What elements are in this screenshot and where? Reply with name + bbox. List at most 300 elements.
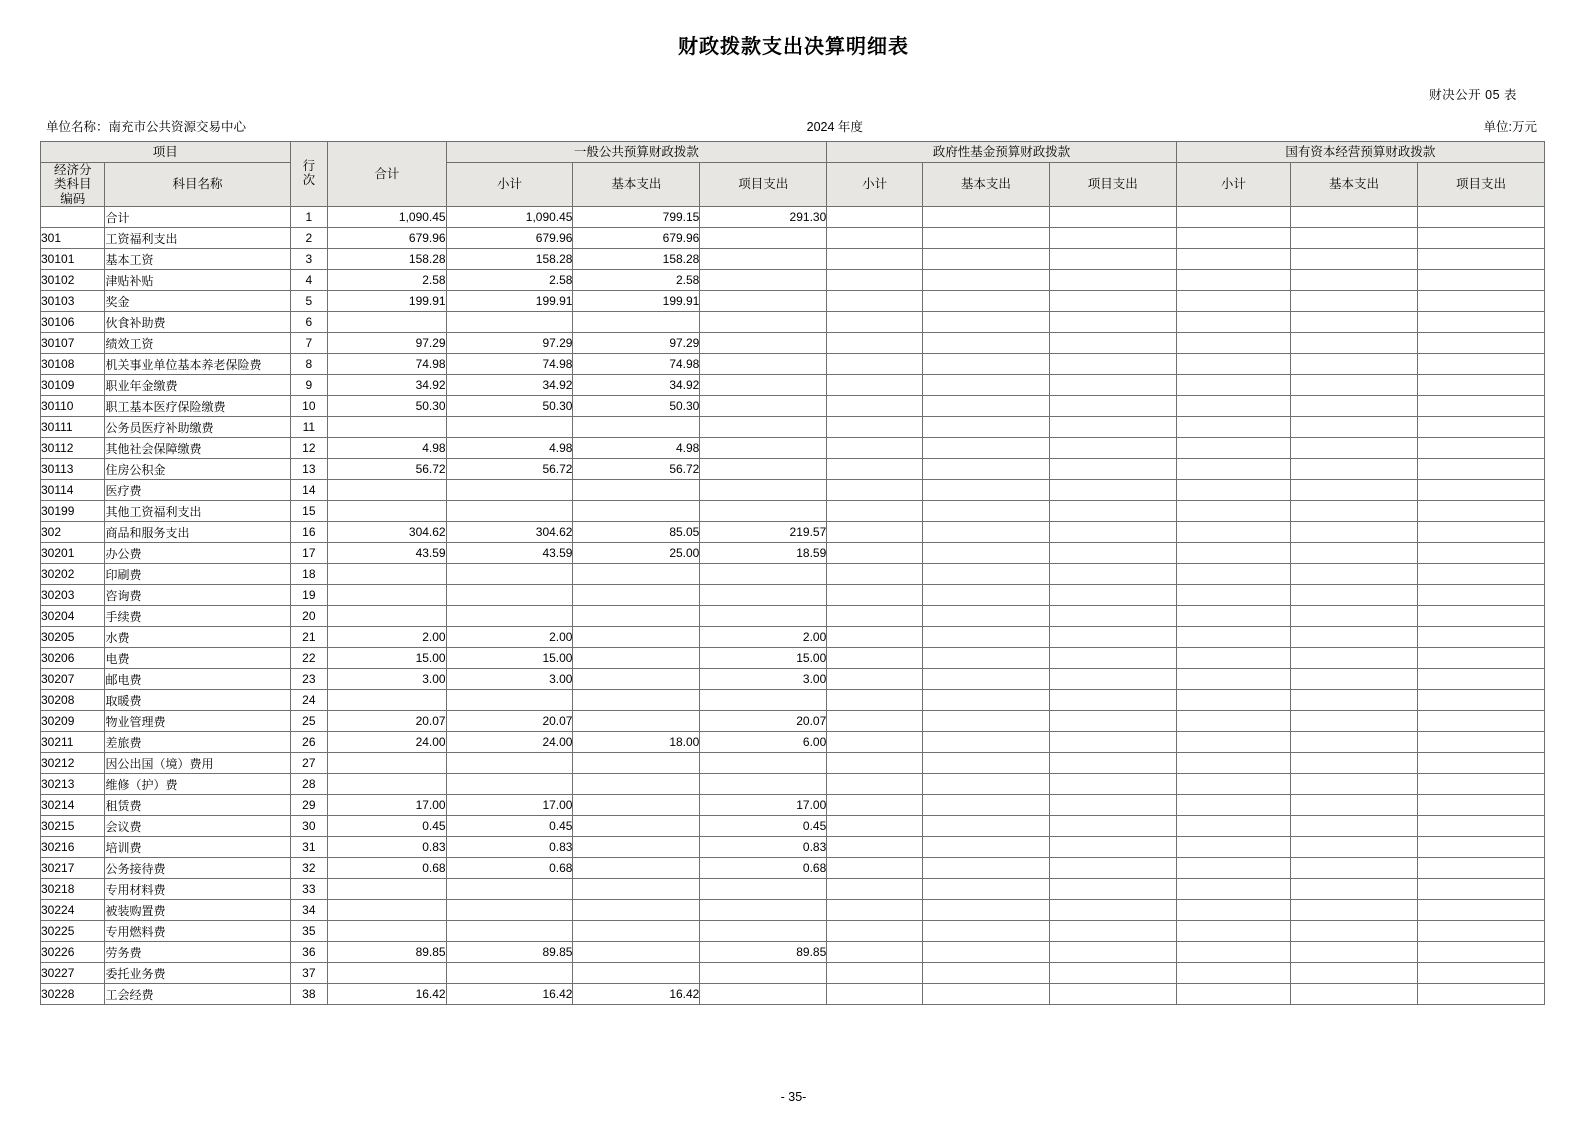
table-row: [41, 921, 1545, 942]
cell-row-number: 30: [290, 816, 327, 837]
cell-fund-basic: [922, 228, 1049, 249]
cell-total: 0.68: [328, 858, 447, 879]
cell-capital-subtotal: [1176, 669, 1290, 690]
cell-economic-code: 30205: [41, 627, 105, 648]
cell-general-basic: 158.28: [573, 249, 700, 270]
cell-subject-name: 委托业务费: [105, 963, 290, 984]
cell-general-basic: 679.96: [573, 228, 700, 249]
cell-fund-subtotal: [827, 312, 923, 333]
cell-fund-project: [1049, 900, 1176, 921]
cell-capital-basic: [1291, 858, 1418, 879]
cell-capital-basic: [1291, 669, 1418, 690]
cell-economic-code: 30214: [41, 795, 105, 816]
cell-subject-name: 手续费: [105, 606, 290, 627]
cell-general-subtotal: 2.00: [446, 627, 573, 648]
cell-general-basic: [573, 837, 700, 858]
table-row: [41, 627, 1545, 648]
cell-general-project: [700, 501, 827, 522]
cell-general-basic: 85.05: [573, 522, 700, 543]
table-row: [41, 480, 1545, 501]
cell-general-basic: 56.72: [573, 459, 700, 480]
cell-total: 304.62: [328, 522, 447, 543]
cell-general-project: 0.83: [700, 837, 827, 858]
cell-total: 679.96: [328, 228, 447, 249]
cell-capital-project: [1417, 375, 1544, 396]
cell-capital-subtotal: [1176, 858, 1290, 879]
cell-fund-subtotal: [827, 438, 923, 459]
cell-fund-basic: [922, 354, 1049, 375]
table-row: [41, 984, 1545, 1005]
cell-capital-project: [1417, 354, 1544, 375]
cell-general-project: 89.85: [700, 942, 827, 963]
cell-fund-project: [1049, 921, 1176, 942]
cell-subject-name: 专用燃料费: [105, 921, 290, 942]
cell-general-project: [700, 753, 827, 774]
cell-fund-subtotal: [827, 459, 923, 480]
cell-general-subtotal: [446, 312, 573, 333]
form-code: 财决公开 05 表: [1429, 88, 1517, 102]
cell-general-project: [700, 312, 827, 333]
cell-economic-code: 30218: [41, 879, 105, 900]
cell-general-subtotal: [446, 963, 573, 984]
cell-general-subtotal: 0.83: [446, 837, 573, 858]
cell-economic-code: 30110: [41, 396, 105, 417]
cell-general-subtotal: 304.62: [446, 522, 573, 543]
cell-fund-subtotal: [827, 963, 923, 984]
cell-row-number: 4: [290, 270, 327, 291]
cell-fund-project: [1049, 480, 1176, 501]
cell-capital-project: [1417, 543, 1544, 564]
cell-capital-subtotal: [1176, 480, 1290, 501]
header-group-gov-fund-budget: 政府性基金预算财政拨款: [827, 142, 1176, 163]
cell-general-project: [700, 690, 827, 711]
table-row: [41, 711, 1545, 732]
cell-general-basic: [573, 480, 700, 501]
cell-general-basic: [573, 648, 700, 669]
cell-fund-subtotal: [827, 543, 923, 564]
cell-capital-project: [1417, 270, 1544, 291]
cell-total: 0.83: [328, 837, 447, 858]
cell-general-basic: [573, 795, 700, 816]
cell-capital-subtotal: [1176, 963, 1290, 984]
cell-capital-basic: [1291, 207, 1418, 228]
cell-total: 3.00: [328, 669, 447, 690]
cell-general-basic: 16.42: [573, 984, 700, 1005]
cell-general-subtotal: [446, 900, 573, 921]
cell-general-project: 17.00: [700, 795, 827, 816]
table-row: [41, 585, 1545, 606]
cell-general-basic: 34.92: [573, 375, 700, 396]
header-g1-subtotal: 小计: [446, 163, 573, 207]
cell-total: [328, 564, 447, 585]
cell-capital-basic: [1291, 732, 1418, 753]
cell-general-project: [700, 774, 827, 795]
cell-capital-subtotal: [1176, 354, 1290, 375]
cell-row-number: 38: [290, 984, 327, 1005]
cell-economic-code: 30102: [41, 270, 105, 291]
cell-fund-subtotal: [827, 270, 923, 291]
cell-capital-subtotal: [1176, 648, 1290, 669]
cell-row-number: 35: [290, 921, 327, 942]
cell-capital-project: [1417, 795, 1544, 816]
cell-fund-basic: [922, 585, 1049, 606]
cell-subject-name: 伙食补助费: [105, 312, 290, 333]
cell-fund-subtotal: [827, 858, 923, 879]
table-row: [41, 207, 1545, 228]
cell-capital-project: [1417, 774, 1544, 795]
cell-fund-project: [1049, 354, 1176, 375]
cell-capital-subtotal: [1176, 795, 1290, 816]
cell-row-number: 15: [290, 501, 327, 522]
header-g2-basic: 基本支出: [922, 163, 1049, 207]
cell-fund-basic: [922, 669, 1049, 690]
table-row: [41, 669, 1545, 690]
cell-economic-code: 30202: [41, 564, 105, 585]
table-row: [41, 963, 1545, 984]
cell-economic-code: 30112: [41, 438, 105, 459]
cell-fund-project: [1049, 690, 1176, 711]
cell-capital-subtotal: [1176, 711, 1290, 732]
cell-capital-project: [1417, 207, 1544, 228]
cell-row-number: 16: [290, 522, 327, 543]
cell-capital-project: [1417, 627, 1544, 648]
cell-fund-project: [1049, 648, 1176, 669]
cell-fund-basic: [922, 417, 1049, 438]
cell-general-basic: [573, 690, 700, 711]
table-row: [41, 690, 1545, 711]
cell-fund-basic: [922, 333, 1049, 354]
cell-row-number: 24: [290, 690, 327, 711]
cell-total: [328, 774, 447, 795]
table-row: [41, 816, 1545, 837]
cell-capital-basic: [1291, 354, 1418, 375]
cell-fund-subtotal: [827, 795, 923, 816]
cell-general-subtotal: 199.91: [446, 291, 573, 312]
cell-row-number: 21: [290, 627, 327, 648]
cell-fund-subtotal: [827, 228, 923, 249]
cell-economic-code: 30107: [41, 333, 105, 354]
cell-fund-basic: [922, 732, 1049, 753]
cell-row-number: 37: [290, 963, 327, 984]
cell-capital-project: [1417, 459, 1544, 480]
cell-fund-project: [1049, 459, 1176, 480]
cell-general-basic: [573, 858, 700, 879]
cell-economic-code: 30206: [41, 648, 105, 669]
cell-capital-basic: [1291, 690, 1418, 711]
cell-capital-project: [1417, 312, 1544, 333]
cell-row-number: 22: [290, 648, 327, 669]
table-row: [41, 291, 1545, 312]
cell-economic-code: 30201: [41, 543, 105, 564]
cell-general-project: 18.59: [700, 543, 827, 564]
cell-general-subtotal: [446, 753, 573, 774]
cell-capital-basic: [1291, 585, 1418, 606]
cell-capital-project: [1417, 606, 1544, 627]
cell-general-basic: 50.30: [573, 396, 700, 417]
header-total: 合计: [328, 142, 447, 207]
cell-general-project: [700, 396, 827, 417]
cell-subject-name: 奖金: [105, 291, 290, 312]
cell-general-subtotal: 15.00: [446, 648, 573, 669]
table-row: [41, 417, 1545, 438]
cell-fund-project: [1049, 207, 1176, 228]
cell-subject-name: 水费: [105, 627, 290, 648]
cell-fund-subtotal: [827, 480, 923, 501]
cell-general-subtotal: [446, 501, 573, 522]
header-g3-project: 项目支出: [1417, 163, 1544, 207]
cell-general-project: 6.00: [700, 732, 827, 753]
cell-fund-subtotal: [827, 585, 923, 606]
cell-general-subtotal: 24.00: [446, 732, 573, 753]
cell-row-number: 14: [290, 480, 327, 501]
cell-general-project: [700, 879, 827, 900]
cell-capital-subtotal: [1176, 375, 1290, 396]
cell-fund-basic: [922, 438, 1049, 459]
cell-general-basic: [573, 942, 700, 963]
cell-capital-project: [1417, 984, 1544, 1005]
cell-subject-name: 培训费: [105, 837, 290, 858]
cell-subject-name: 机关事业单位基本养老保险费: [105, 354, 290, 375]
cell-total: 56.72: [328, 459, 447, 480]
cell-subject-name: 会议费: [105, 816, 290, 837]
cell-general-subtotal: 0.45: [446, 816, 573, 837]
cell-economic-code: 30216: [41, 837, 105, 858]
table-row: [41, 375, 1545, 396]
cell-general-project: [700, 375, 827, 396]
cell-capital-project: [1417, 585, 1544, 606]
cell-total: [328, 753, 447, 774]
table-row: [41, 312, 1545, 333]
cell-total: [328, 879, 447, 900]
cell-capital-subtotal: [1176, 396, 1290, 417]
cell-general-subtotal: 20.07: [446, 711, 573, 732]
page-number: - 35-: [780, 1090, 807, 1104]
cell-capital-subtotal: [1176, 522, 1290, 543]
cell-total: 97.29: [328, 333, 447, 354]
cell-economic-code: 30208: [41, 690, 105, 711]
cell-capital-basic: [1291, 459, 1418, 480]
header-subject-name: 科目名称: [105, 163, 290, 207]
cell-row-number: 34: [290, 900, 327, 921]
cell-economic-code: 30211: [41, 732, 105, 753]
table-header-row-1: [41, 142, 1545, 163]
header-g2-project: 项目支出: [1049, 163, 1176, 207]
table-row: [41, 459, 1545, 480]
cell-capital-subtotal: [1176, 837, 1290, 858]
cell-capital-basic: [1291, 795, 1418, 816]
cell-fund-subtotal: [827, 249, 923, 270]
cell-general-project: [700, 900, 827, 921]
cell-total: [328, 501, 447, 522]
cell-capital-basic: [1291, 522, 1418, 543]
cell-subject-name: 劳务费: [105, 942, 290, 963]
cell-capital-basic: [1291, 963, 1418, 984]
cell-fund-project: [1049, 396, 1176, 417]
table-body: [41, 207, 1545, 1005]
cell-capital-subtotal: [1176, 438, 1290, 459]
cell-general-project: 2.00: [700, 627, 827, 648]
cell-general-basic: [573, 669, 700, 690]
cell-row-number: 18: [290, 564, 327, 585]
cell-fund-basic: [922, 501, 1049, 522]
cell-capital-subtotal: [1176, 207, 1290, 228]
cell-fund-subtotal: [827, 375, 923, 396]
cell-capital-project: [1417, 438, 1544, 459]
cell-general-project: 219.57: [700, 522, 827, 543]
cell-capital-project: [1417, 333, 1544, 354]
cell-row-number: 32: [290, 858, 327, 879]
cell-fund-basic: [922, 816, 1049, 837]
table-row: [41, 606, 1545, 627]
cell-general-project: 15.00: [700, 648, 827, 669]
cell-general-basic: 25.00: [573, 543, 700, 564]
cell-general-subtotal: [446, 690, 573, 711]
cell-row-number: 26: [290, 732, 327, 753]
cell-subject-name: 职工基本医疗保险缴费: [105, 396, 290, 417]
cell-fund-basic: [922, 312, 1049, 333]
cell-fund-basic: [922, 606, 1049, 627]
cell-economic-code: 30207: [41, 669, 105, 690]
cell-general-basic: [573, 417, 700, 438]
cell-fund-basic: [922, 774, 1049, 795]
cell-fund-basic: [922, 249, 1049, 270]
cell-row-number: 1: [290, 207, 327, 228]
cell-fund-subtotal: [827, 522, 923, 543]
cell-general-subtotal: 3.00: [446, 669, 573, 690]
cell-capital-basic: [1291, 627, 1418, 648]
header-g1-basic: 基本支出: [573, 163, 700, 207]
cell-fund-basic: [922, 627, 1049, 648]
cell-capital-subtotal: [1176, 900, 1290, 921]
cell-subject-name: 商品和服务支出: [105, 522, 290, 543]
cell-general-subtotal: [446, 564, 573, 585]
cell-row-number: 19: [290, 585, 327, 606]
cell-capital-project: [1417, 291, 1544, 312]
cell-general-project: 0.45: [700, 816, 827, 837]
cell-capital-basic: [1291, 249, 1418, 270]
cell-total: 199.91: [328, 291, 447, 312]
cell-subject-name: 公务员医疗补助缴费: [105, 417, 290, 438]
cell-capital-project: [1417, 522, 1544, 543]
cell-fund-project: [1049, 312, 1176, 333]
cell-general-subtotal: [446, 417, 573, 438]
cell-economic-code: 30215: [41, 816, 105, 837]
cell-row-number: 10: [290, 396, 327, 417]
cell-fund-project: [1049, 669, 1176, 690]
cell-general-basic: 18.00: [573, 732, 700, 753]
cell-general-subtotal: 2.58: [446, 270, 573, 291]
cell-fund-project: [1049, 543, 1176, 564]
cell-capital-basic: [1291, 375, 1418, 396]
cell-general-basic: [573, 585, 700, 606]
cell-capital-project: [1417, 837, 1544, 858]
cell-capital-project: [1417, 564, 1544, 585]
cell-subject-name: 其他社会保障缴费: [105, 438, 290, 459]
cell-economic-code: [41, 207, 105, 228]
cell-subject-name: 差旅费: [105, 732, 290, 753]
cell-fund-subtotal: [827, 627, 923, 648]
cell-general-subtotal: [446, 879, 573, 900]
cell-fund-project: [1049, 333, 1176, 354]
cell-economic-code: 30103: [41, 291, 105, 312]
cell-fund-subtotal: [827, 606, 923, 627]
cell-general-subtotal: 89.85: [446, 942, 573, 963]
cell-total: [328, 690, 447, 711]
cell-subject-name: 住房公积金: [105, 459, 290, 480]
cell-total: 4.98: [328, 438, 447, 459]
cell-fund-project: [1049, 837, 1176, 858]
cell-capital-project: [1417, 963, 1544, 984]
cell-fund-subtotal: [827, 984, 923, 1005]
cell-general-project: [700, 249, 827, 270]
cell-total: 15.00: [328, 648, 447, 669]
cell-capital-subtotal: [1176, 501, 1290, 522]
cell-capital-subtotal: [1176, 291, 1290, 312]
cell-capital-basic: [1291, 879, 1418, 900]
cell-economic-code: 30204: [41, 606, 105, 627]
cell-row-number: 33: [290, 879, 327, 900]
cell-economic-code: 30101: [41, 249, 105, 270]
cell-general-basic: [573, 501, 700, 522]
cell-capital-basic: [1291, 753, 1418, 774]
cell-total: [328, 312, 447, 333]
cell-fund-basic: [922, 858, 1049, 879]
cell-economic-code: 30106: [41, 312, 105, 333]
cell-fund-subtotal: [827, 942, 923, 963]
table-row: [41, 900, 1545, 921]
table-row: [41, 753, 1545, 774]
cell-row-number: 31: [290, 837, 327, 858]
cell-subject-name: 维修（护）费: [105, 774, 290, 795]
cell-general-project: 291.30: [700, 207, 827, 228]
cell-row-number: 25: [290, 711, 327, 732]
cell-fund-project: [1049, 585, 1176, 606]
cell-fund-basic: [922, 648, 1049, 669]
cell-capital-basic: [1291, 816, 1418, 837]
cell-subject-name: 公务接待费: [105, 858, 290, 879]
cell-total: 74.98: [328, 354, 447, 375]
cell-general-project: [700, 564, 827, 585]
cell-subject-name: 电费: [105, 648, 290, 669]
header-g1-project: 项目支出: [700, 163, 827, 207]
cell-row-number: 2: [290, 228, 327, 249]
cell-general-basic: [573, 627, 700, 648]
cell-general-basic: 799.15: [573, 207, 700, 228]
cell-fund-subtotal: [827, 648, 923, 669]
cell-subject-name: 基本工资: [105, 249, 290, 270]
cell-fund-basic: [922, 270, 1049, 291]
cell-capital-basic: [1291, 900, 1418, 921]
cell-general-basic: [573, 963, 700, 984]
cell-general-basic: 2.58: [573, 270, 700, 291]
cell-row-number: 13: [290, 459, 327, 480]
cell-economic-code: 30109: [41, 375, 105, 396]
cell-fund-basic: [922, 690, 1049, 711]
cell-general-basic: [573, 606, 700, 627]
cell-fund-project: [1049, 522, 1176, 543]
cell-fund-basic: [922, 879, 1049, 900]
cell-fund-project: [1049, 774, 1176, 795]
cell-fund-basic: [922, 900, 1049, 921]
cell-economic-code: 30113: [41, 459, 105, 480]
cell-general-subtotal: 16.42: [446, 984, 573, 1005]
cell-fund-project: [1049, 984, 1176, 1005]
cell-fund-project: [1049, 879, 1176, 900]
header-g3-subtotal: 小计: [1176, 163, 1290, 207]
cell-fund-project: [1049, 816, 1176, 837]
cell-fund-basic: [922, 459, 1049, 480]
cell-fund-subtotal: [827, 291, 923, 312]
